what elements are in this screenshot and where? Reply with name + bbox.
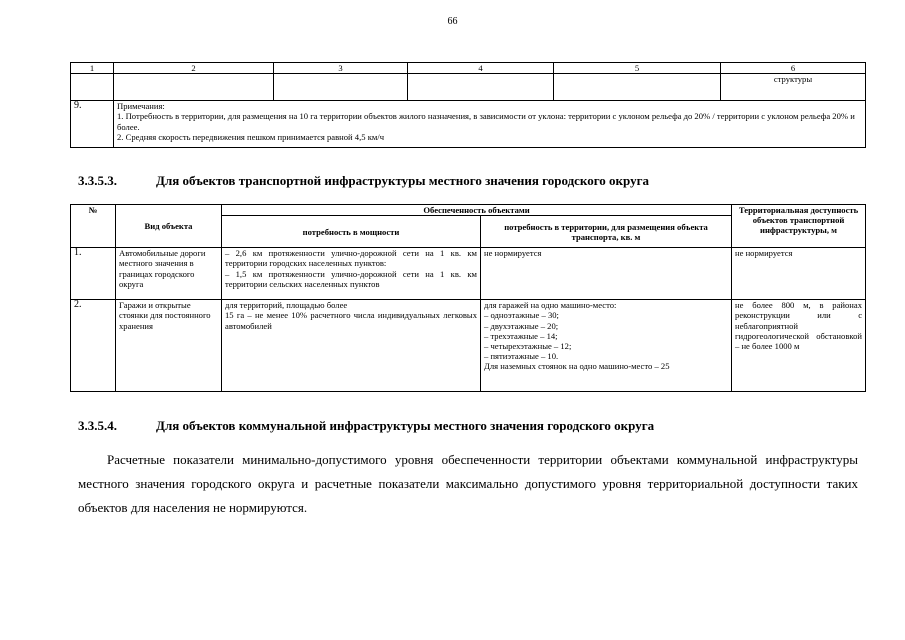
notes-cell	[114, 101, 866, 148]
list-item: – 1,5 км протяженности улично-дорожной сети на 1 кв. км территории сельских населенных пунктов	[225, 268, 477, 289]
list-item: для территорий, площадью более	[225, 300, 348, 311]
list-item: – пятиэтажные – 10.	[484, 351, 559, 362]
capacity-need-cell	[222, 248, 481, 300]
table-header-row	[71, 205, 866, 216]
header-territory-need: потребность в территории, для размещения объекта транспорта, кв. м	[481, 216, 732, 248]
capacity-need-cell	[222, 300, 481, 392]
section-number: 3.3.5.3.	[78, 173, 117, 188]
note-item: 2. Средняя скорость передвижения пешком принимается равной 4,5 км/ч	[117, 131, 385, 142]
row-number: 2.	[71, 300, 116, 392]
row-number: 9.	[71, 101, 114, 148]
table-cell	[71, 74, 114, 101]
section-title: Для объектов транспортной инфраструктуры местного значения городского округа	[156, 173, 650, 188]
table-urban-territory-continued	[70, 62, 866, 148]
list-item: – двухэтажные – 20;	[484, 320, 559, 331]
column-number: 6	[721, 63, 866, 74]
page-number: 66	[447, 16, 458, 27]
table-header-row	[71, 63, 866, 74]
column-number: 2	[114, 63, 274, 74]
section-heading-communal	[78, 418, 654, 434]
header-object-type: Вид объекта	[116, 205, 222, 248]
section-number: 3.3.5.4.	[78, 418, 117, 433]
section-heading-transport	[78, 173, 649, 189]
body-paragraph: Расчетные показатели минимально-допустимого уровня обеспеченности территории объектами коммунальной инфраструктуры местного значения городского округа и расчетные показатели максимально допустимого уровня территориальной доступности таких объектов для населения не нормируются.	[78, 452, 858, 515]
table-cell	[554, 74, 721, 101]
table-cell	[408, 74, 554, 101]
header-capacity-need: потребность в мощности	[222, 216, 481, 248]
list-item: 15 га – не менее 10% расчетного числа индивидуальных легковых автомобилей	[225, 310, 477, 331]
object-type-cell: Гаражи и открытые стоянки для постоянного хранения	[116, 300, 222, 392]
list-item: – трехэтажные – 14;	[484, 330, 558, 341]
territory-need-cell	[481, 248, 732, 300]
header-provision: Обеспеченность объектами	[222, 205, 732, 216]
column-number: 4	[408, 63, 554, 74]
column-number: 5	[554, 63, 721, 74]
list-item: – одноэтажные – 30;	[484, 310, 559, 321]
accessibility-cell: не нормируется	[732, 248, 866, 300]
object-type-cell: Автомобильные дороги местного значения в границах городского округа	[116, 248, 222, 300]
list-item: – 2,6 км протяженности улично-дорожной сети на 1 кв. км территории городских населенных пунктов:	[225, 248, 477, 269]
table-row	[71, 74, 866, 101]
table-cell	[274, 74, 408, 101]
table-cell	[114, 74, 274, 101]
list-item: не нормируется	[484, 248, 542, 259]
header-accessibility: Территориальная доступность объектов транспортной инфраструктуры, м	[732, 205, 866, 248]
list-item: для гаражей на одно машино-место:	[484, 300, 617, 311]
table-cell: структуры	[721, 74, 866, 101]
note-item: 1. Потребность в территории, для размещения на 10 га территории объектов жилого назначения, в зависимости от уклона: территории с уклоном рельефа до 20% / территории с уклоном рельефа 20% и более.	[117, 111, 855, 132]
list-item: – четырехэтажные – 12;	[484, 341, 572, 352]
row-number: 1.	[71, 248, 116, 300]
list-item: Для наземных стоянок на одно машино-место – 25	[484, 361, 670, 372]
accessibility-cell: не более 800 м, в районах реконструкции или с неблагоприятной гидрогеологической обстановкой – не более 1000 м	[732, 300, 866, 392]
territory-need-cell	[481, 300, 732, 392]
table-row	[71, 248, 866, 300]
table-row-notes	[71, 101, 866, 148]
column-number: 3	[274, 63, 408, 74]
table-row	[71, 300, 866, 392]
section-title: Для объектов коммунальной инфраструктуры местного значения городского округа	[156, 418, 655, 433]
notes-title: Примечания:	[117, 101, 165, 112]
header-number: №	[71, 205, 116, 248]
column-number: 1	[71, 63, 114, 74]
table-transport-infrastructure	[70, 204, 866, 392]
